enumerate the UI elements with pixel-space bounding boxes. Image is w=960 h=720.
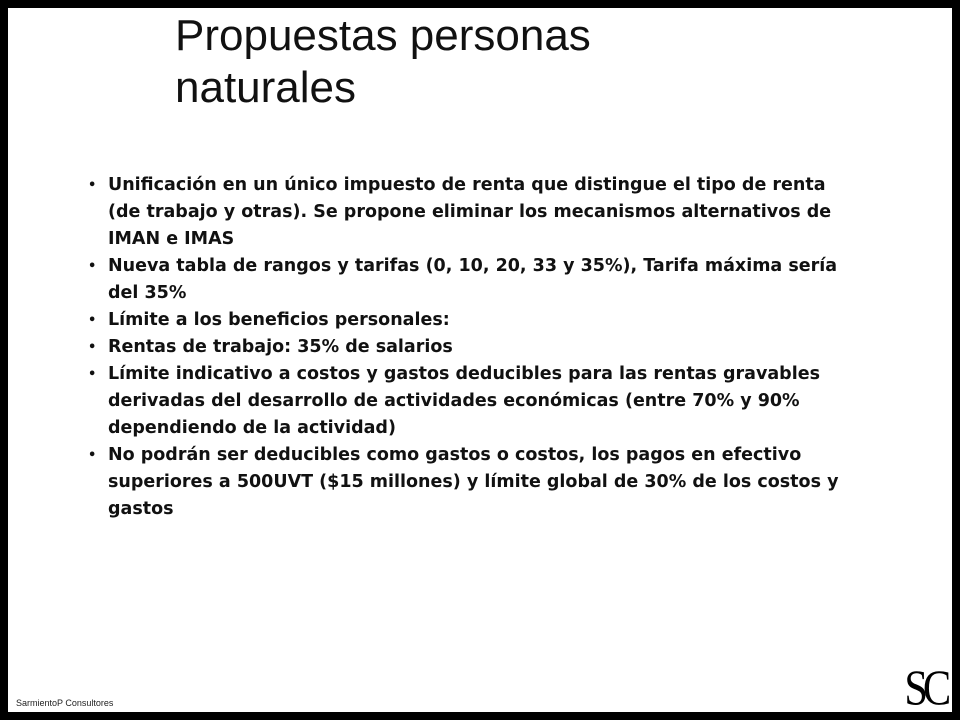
bullet-text: No podrán ser deducibles como gastos o costos, los pagos en efectivo superiores a 500UVT ($15 millones) y límite global de 30% de los costos y gastos: [108, 445, 839, 519]
bullet-icon: •: [88, 178, 97, 193]
footer-company-name: SarmientoP Consultores: [16, 698, 114, 708]
bullet-item: [88, 172, 848, 253]
bullet-text: Unificación en un único impuesto de renta que distingue el tipo de renta (de trabajo y otras). Se propone eliminar los mecanismos alternativos de IMAN e IMAS: [108, 175, 832, 249]
bullet-item: [88, 361, 848, 442]
slide: [8, 8, 952, 712]
bullet-text: Límite indicativo a costos y gastos deducibles para las rentas gravables derivadas del desarrollo de actividades económicas (entre 70% y 90% dependiendo de la actividad): [108, 364, 820, 438]
slide-title: Propuestas personas naturales: [175, 11, 591, 112]
bullet-text: Rentas de trabajo: 35% de salarios: [108, 337, 453, 357]
bullet-text: Nueva tabla de rangos y tarifas (0, 10, 20, 33 y 35%), Tarifa máxima sería del 35%: [108, 256, 838, 303]
bullet-icon: •: [88, 367, 97, 382]
sc-logo: SC: [904, 659, 946, 712]
bullet-list: [88, 172, 848, 523]
bullet-icon: •: [88, 448, 97, 463]
bullet-item: [88, 442, 848, 523]
bullet-icon: •: [88, 340, 97, 355]
bullet-icon: •: [88, 313, 97, 328]
bullet-text: Límite a los beneficios personales:: [108, 310, 450, 330]
bullet-icon: •: [88, 259, 97, 274]
bullet-item: [88, 334, 848, 361]
bullet-item: [88, 307, 848, 334]
bullet-item: [88, 253, 848, 307]
